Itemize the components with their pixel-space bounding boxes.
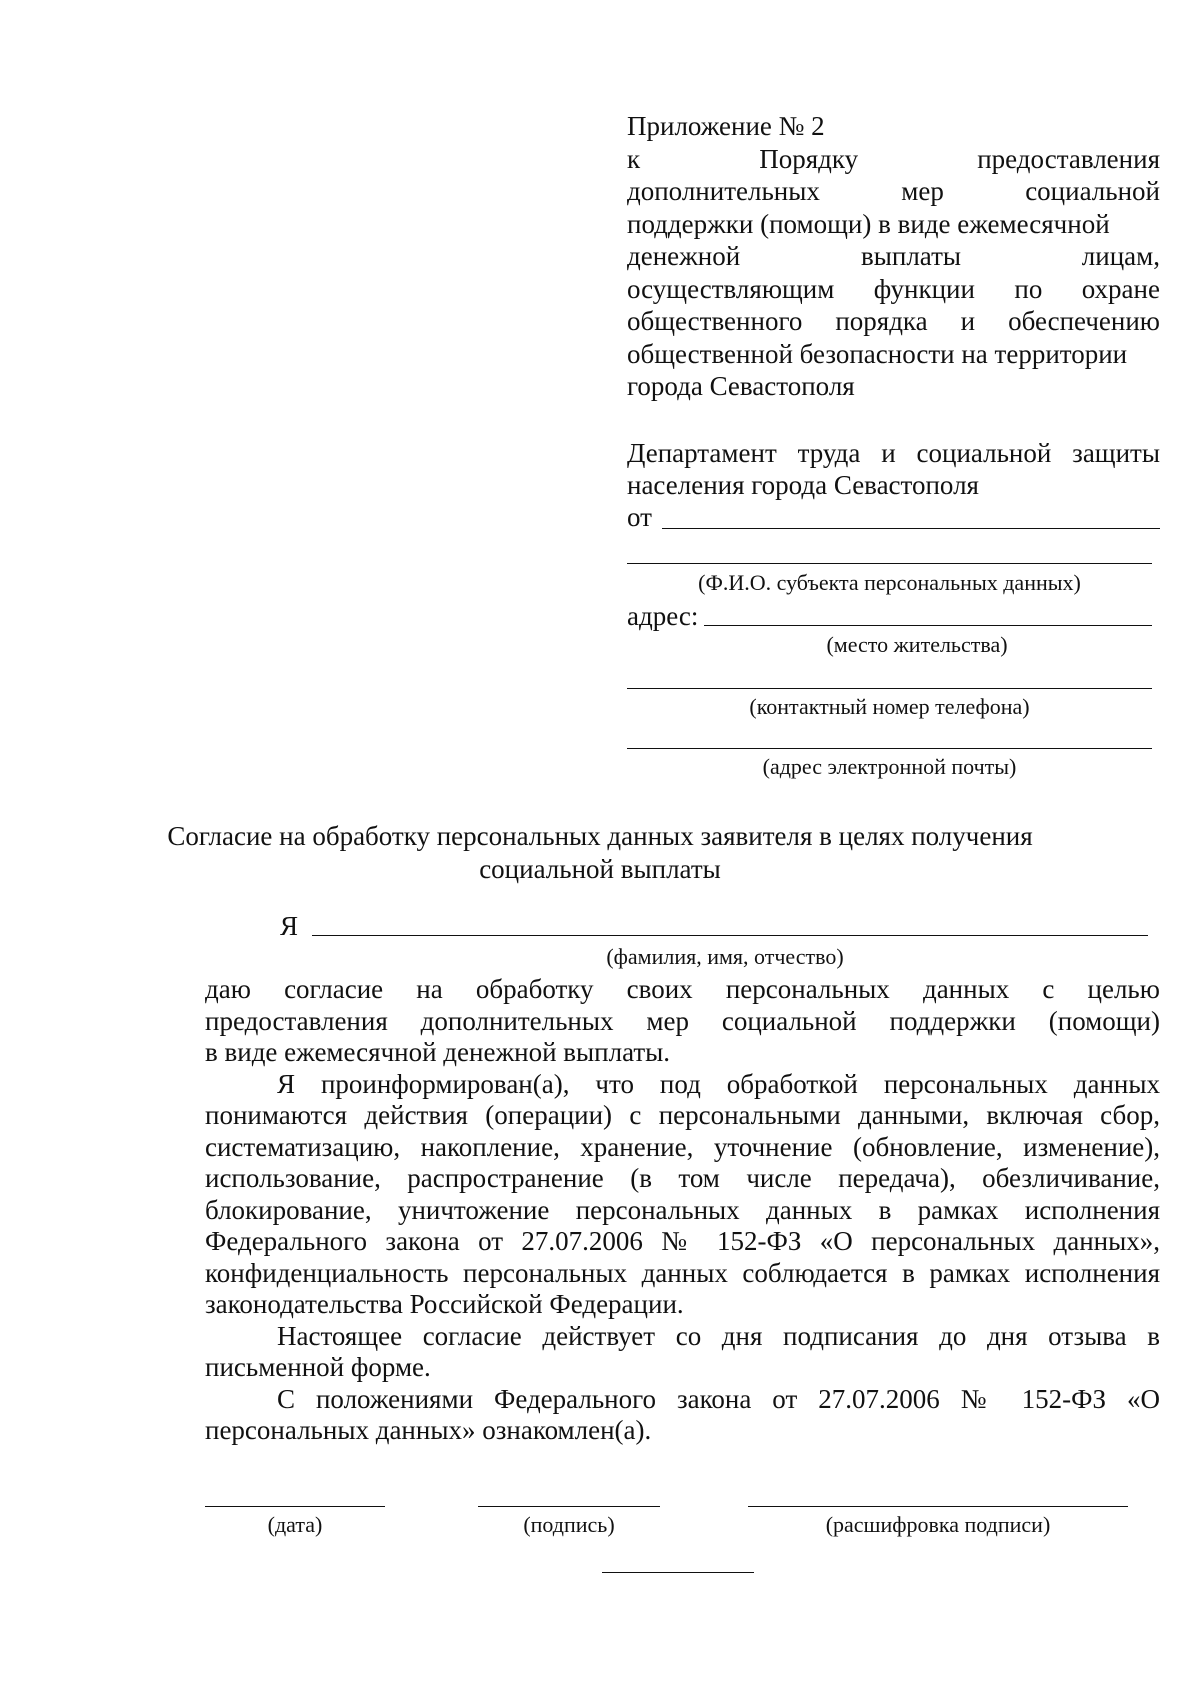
consent-word: на (416, 974, 443, 1004)
consent-word: (помощи) (1048, 1005, 1160, 1036)
email-caption: (адрес электронной почты) (762, 754, 1017, 779)
appendix-line-2 (627, 175, 1160, 208)
consent-line-1 (205, 974, 1160, 1006)
consent-word: данных (922, 974, 1010, 1004)
phone-underline[interactable] (627, 688, 1152, 689)
date-underline[interactable] (205, 1506, 385, 1507)
consent-word: предоставления (205, 1005, 388, 1036)
appendix-word: мер (901, 176, 944, 206)
consent-word: согласие (284, 974, 384, 1004)
appendix-word: общественного (627, 306, 803, 336)
signature-decode-caption: (расшифровка подписи) (825, 1512, 1051, 1537)
consent-paragraph-3: Настоящее согласие действует со дня подписания до дня отзыва в письменной форме. (205, 1320, 1160, 1382)
fio-underline[interactable] (627, 563, 1152, 564)
consent-word: социальной (721, 1005, 857, 1036)
title-line-2: социальной выплаты (479, 854, 721, 884)
name-caption: (фамилия, имя, отчество) (606, 944, 844, 969)
appendix-line-7: общественной безопасности на территории (627, 338, 1128, 369)
appendix-word: к (627, 143, 641, 174)
appendix-word: обеспечению (1008, 306, 1160, 336)
from-underline[interactable] (662, 528, 1160, 529)
appendix-word: социальной (1025, 176, 1160, 206)
appendix-word: функции (873, 273, 975, 304)
appendix-line-1 (627, 143, 1160, 176)
document-title (150, 820, 1050, 886)
recipient-block (627, 437, 1160, 533)
signature-decode-underline[interactable] (748, 1506, 1128, 1507)
ya-label: Я (280, 911, 299, 941)
appendix-word: осуществляющим (627, 273, 835, 304)
appendix-word: порядка (835, 306, 928, 336)
email-underline[interactable] (627, 748, 1152, 749)
appendix-line-5 (627, 273, 1160, 306)
title-line-1: Согласие на обработку персональных данных заявителя в целях получения (167, 821, 1033, 851)
address-field[interactable] (627, 600, 1152, 632)
name-field[interactable] (280, 910, 1148, 942)
phone-caption: (контактный номер телефона) (749, 694, 1030, 719)
appendix-heading: Приложение № 2 (627, 111, 825, 141)
recipient-line-2: населения города Севастополя (627, 470, 979, 500)
appendix-word: лицам, (1081, 241, 1160, 271)
consent-word: мер (646, 1005, 689, 1036)
consent-word: с (1042, 974, 1055, 1004)
address-underline[interactable] (704, 625, 1152, 626)
consent-word: даю (205, 974, 251, 1004)
signature-caption: (подпись) (523, 1512, 615, 1537)
consent-body (205, 974, 1160, 1447)
residence-caption: (место жительства) (826, 632, 1008, 657)
consent-word: поддержки (889, 1005, 1016, 1036)
appendix-word: выплаты (860, 241, 962, 271)
consent-paragraph-2: Я проинформирован(а), что под обработкой персональных данных понимаются действия (операции) с персональными данными, включая сбор, систематизацию, накопление, хранение, уточнение (обновление, изменение), использование, распространение (в том числе передача), обезличивание, блокирование, уничтожение персональных данных в рамках исполнения Федерального закона от 27.07.2006 № 152-ФЗ «О персональных данных», конфиденциальность персональных данных соблюдается в рамках исполнения законодательства Российской Федерации. (205, 1068, 1160, 1319)
from-field[interactable] (627, 501, 1160, 533)
consent-line-2 (205, 1006, 1160, 1038)
appendix-word: по (1014, 273, 1043, 304)
appendix-word: и (960, 306, 976, 336)
fio-caption: (Ф.И.О. субъекта персональных данных) (698, 570, 1081, 595)
signature-underline[interactable] (478, 1506, 660, 1507)
recipient-line-1: Департамент труда и социальной защиты (627, 438, 1160, 468)
name-underline[interactable] (312, 935, 1148, 936)
consent-word: персональных (725, 974, 890, 1004)
address-label: адрес: (627, 601, 699, 631)
consent-paragraph-4: С положениями Федерального закона от 27.07.2006 № 152-ФЗ «О персональных данных» ознакомлен(а). (205, 1383, 1160, 1445)
appendix-line-3: поддержки (помощи) в виде ежемесячной (627, 208, 1110, 239)
consent-word: дополнительных (420, 1005, 614, 1036)
from-label: от (627, 502, 652, 532)
appendix-word: дополнительных (627, 176, 820, 206)
appendix-word: охране (1081, 273, 1160, 304)
appendix-word: Порядку (759, 143, 859, 174)
appendix-word: денежной (627, 241, 741, 271)
appendix-word: предоставления (977, 143, 1160, 174)
footer-divider (602, 1572, 754, 1573)
appendix-line-6 (627, 305, 1160, 338)
appendix-line-8: города Севастополя (627, 371, 855, 401)
date-caption: (дата) (267, 1512, 323, 1537)
consent-word: своих (626, 974, 693, 1004)
consent-line-3: в виде ежемесячной денежной выплаты. (205, 1037, 671, 1067)
appendix-line-4 (627, 240, 1160, 273)
consent-word: обработку (475, 974, 594, 1004)
appendix-block (627, 110, 1160, 403)
consent-word: целью (1087, 974, 1160, 1004)
